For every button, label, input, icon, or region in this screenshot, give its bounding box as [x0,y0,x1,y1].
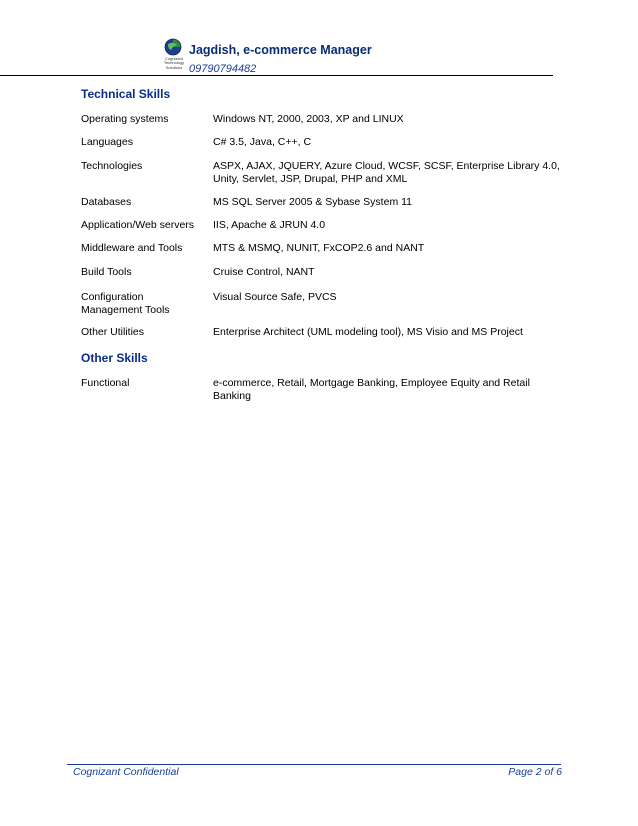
skill-label: Operating systems [81,113,169,125]
skill-value: MTS & MSMQ, NUNIT, FxCOP2.6 and NANT [213,242,425,254]
skill-value: Windows NT, 2000, 2003, XP and LINUX [213,113,404,125]
skill-value: Cruise Control, NANT [213,266,315,278]
skill-value: ASPX, AJAX, JQUERY, Azure Cloud, WCSF, SCSF, Enterprise Library 4.0, Unity, Servlet, JSP, Drupal, PHP and XML [213,160,560,185]
skill-label: Functional [81,377,130,389]
skill-value: IIS, Apache & JRUN 4.0 [213,219,326,231]
section-heading-technical-skills: Technical Skills [81,87,171,101]
skill-value: Enterprise Architect (UML modeling tool), MS Visio and MS Project [213,326,523,338]
skill-label: Technologies [81,160,143,172]
footer-page-number: Page 2 of 6 [508,766,562,778]
logo-caption-line: Technology [163,60,185,66]
skill-label: Databases [81,196,132,208]
section-heading-other-skills: Other Skills [81,351,148,365]
logo-caption-line: Cognizant [164,56,183,61]
header-divider [0,75,553,76]
header-title: Jagdish, e-commerce Manager [189,43,372,57]
logo-caption [160,57,188,70]
skill-value: e-commerce, Retail, Mortgage Banking, Employee Equity and Retail Banking [213,377,530,402]
header-phone: 09790794482 [189,63,257,75]
skill-label: Other Utilities [81,326,145,338]
skill-label: Languages [81,136,133,148]
footer-confidential: Cognizant Confidential [73,766,179,778]
skill-label: Build Tools [81,266,132,278]
logo-caption-line: Solutions [165,64,183,70]
skill-value: C# 3.5, Java, C++, C [213,136,312,148]
skill-value: MS SQL Server 2005 & Sybase System 11 [213,196,413,208]
skill-label: Middleware and Tools [81,242,183,254]
skill-label: Application/Web servers [81,219,195,231]
skill-value: Visual Source Safe, PVCS [213,291,337,303]
footer-divider [67,764,561,765]
skill-label: Configuration Management Tools [81,291,170,316]
